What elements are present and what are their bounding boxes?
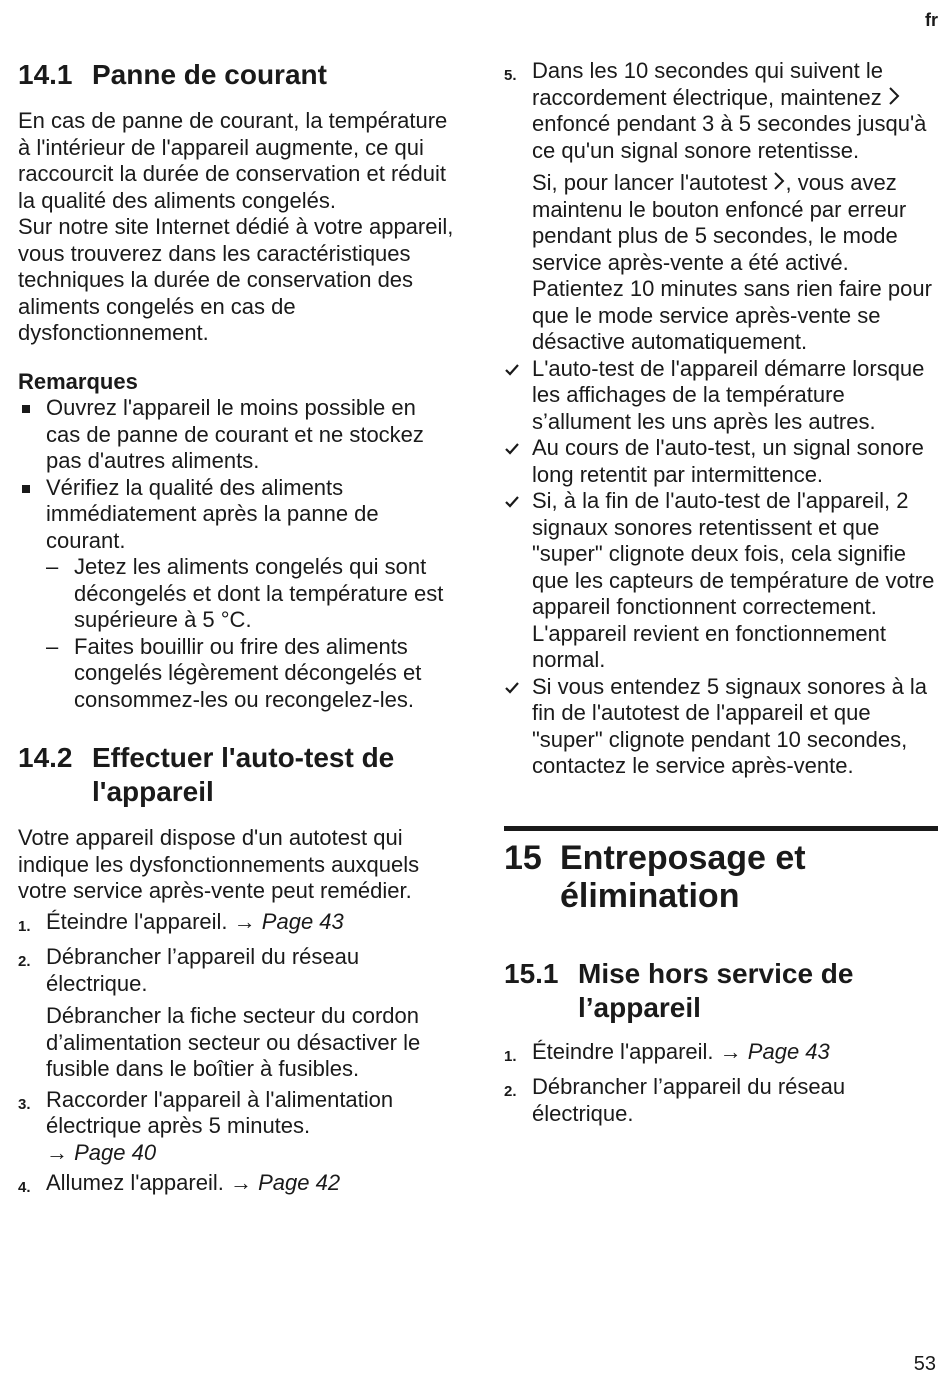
dash-bullet-icon: – (46, 633, 59, 659)
square-bullet-icon (22, 485, 30, 493)
remarks-heading: Remarques (18, 368, 138, 394)
section-number: 14.1 (18, 59, 73, 90)
step-number: 5. (504, 67, 517, 84)
section-14-2-heading (18, 741, 454, 809)
section-title: Mise hors service de l’appareil (578, 957, 854, 1023)
page-reference-link[interactable]: → Page 42 (229, 1170, 341, 1195)
page-number: 53 (913, 1353, 936, 1375)
self-test-steps-continued (504, 58, 938, 356)
remarks-list (18, 395, 454, 713)
power-outage-paragraph-1: En cas de panne de courant, la température à l'intérieur de l'appareil augmente, ce qui raccourcit la durée de conservation et réduit la qualité des aliments congelés. (18, 108, 448, 213)
check-icon (505, 496, 519, 508)
step-number: 4. (18, 1179, 31, 1196)
section-14-1-heading (18, 58, 454, 92)
step-number: 1. (504, 1047, 517, 1065)
result-item: Au cours de l'auto-test, un signal sonore long retentit par intermittence. (504, 435, 938, 488)
check-icon (505, 364, 519, 376)
step-number: 2. (504, 1083, 517, 1100)
result-item: Si, à la fin de l'auto-test de l'appareil, 2 signaux sonores retentissent et que "super" clignote deux fois, cela signifie que les capteurs de température de votre appareil fonctionnent correctement. L'appareil revient en fonctionnement normal. (504, 488, 938, 674)
step-item: 4. Allumez l'appareil. → Page 42 (18, 1170, 454, 1202)
right-arrow-icon: → (233, 908, 256, 934)
right-column (504, 58, 938, 1127)
right-arrow-icon: → (46, 1139, 68, 1165)
right-arrow-icon: → (229, 1170, 252, 1195)
step-number: 3. (18, 1095, 31, 1113)
self-test-intro: Votre appareil dispose d'un autotest qui indique les dysfonctionnements auxquels votre service après-vente peut remédier. (18, 825, 420, 903)
step-item: 5. Dans les 10 secondes qui suivent le raccordement électrique, maintenez enfoncé pendant 3 à 5 secondes jusqu'à ce qu'un signal sonore retentisse. Si, pour lancer l'autotest , vous avez maintenu le bouton enfoncé par erreur pendant plus de 5 secondes, le mode service après-vente a été activé. Patientez 10 minutes sans rien faire pour que le mode service après-vente se désactive automatiquement. (504, 58, 938, 356)
self-test-steps (18, 909, 454, 1202)
language-label: fr (925, 10, 938, 30)
check-icon (505, 682, 519, 694)
self-test-results (504, 356, 938, 780)
result-item: Si vous entendez 5 signaux sonores à la fin de l'autotest de l'appareil et que "super" clignote pendant 10 secondes, contactez le service après-vente. (504, 674, 938, 780)
chapter-15-heading (504, 826, 938, 915)
step-continuation: Débrancher la fiche secteur du cordon d’alimentation secteur ou désactiver le fusible dans le boîtier à fusibles. (46, 1003, 421, 1081)
chevron-right-icon (888, 87, 900, 105)
section-number: 15.1 (504, 957, 559, 989)
section-15-1-heading (504, 957, 938, 1025)
check-icon (505, 443, 519, 455)
step-item: 1. Éteindre l'appareil. → Page 43 (18, 909, 454, 941)
square-bullet-icon (22, 405, 30, 413)
section-number: 14.2 (18, 742, 73, 773)
chapter-number: 15 (504, 838, 542, 877)
result-item: L'auto-test de l'appareil démarre lorsque les affichages de la température s’allument les uns après les autres. (504, 356, 938, 436)
section-title: Effectuer l'auto-test de l'appareil (92, 742, 395, 807)
step-continuation: Si, pour lancer l'autotest , vous avez maintenu le bouton enfoncé par erreur pendant plus de 5 secondes, le mode service après-vente a été activé. Patientez 10 minutes sans rien faire pour que le mode service après-vente se désactive automatiquement. (532, 170, 932, 354)
page-reference-link[interactable]: → Page 40 (46, 1139, 157, 1165)
step-item: 1. Éteindre l'appareil. → Page 43 (504, 1039, 938, 1071)
step-item: 3. Raccorder l'appareil à l'alimentation électrique après 5 minutes. → Page 40 (18, 1086, 394, 1165)
list-item: – Faites bouillir ou frire des aliments congelés légèrement décongelés et consommez-les ou recongelez-les. (46, 633, 422, 712)
left-column (18, 58, 454, 1202)
page-reference-link[interactable]: → Page 43 (233, 908, 344, 934)
remark-sublist (46, 554, 454, 713)
list-item: Vérifiez la qualité des aliments immédiatement après la panne de courant. – Jetez les aliments congelés qui sont décongelés et dont la température est supérieure à 5 °C. – Faites bouillir ou frire des aliments congelés légèrement décongelés et consommez-les ou recongelez-les. (18, 475, 454, 714)
list-item: – Jetez les aliments congelés qui sont décongelés et dont la température est supérieure à 5 °C. (46, 554, 444, 632)
dash-bullet-icon: – (46, 554, 59, 579)
right-arrow-icon: → (719, 1038, 742, 1064)
power-outage-paragraph-2: Sur notre site Internet dédié à votre appareil, vous trouverez dans les caractéristiques techniques la durée de conservation des aliments congelés en cas de dysfonctionnement. (18, 214, 454, 345)
step-number: 2. (18, 953, 31, 970)
page-reference-link[interactable]: → Page 43 (719, 1038, 830, 1064)
list-item: Ouvrez l'appareil le moins possible en cas de panne de courant et ne stockez pas d'autres aliments. (18, 395, 454, 475)
chapter-title: Entreposage et élimination (560, 838, 806, 915)
chevron-right-icon (773, 172, 785, 190)
step-item: 2. Débrancher l’appareil du réseau électrique. (504, 1074, 846, 1126)
section-title: Panne de courant (92, 59, 327, 90)
decommission-steps (504, 1039, 938, 1128)
step-item: 2. Débrancher l’appareil du réseau électrique. Débrancher la fiche secteur du cordon d’alimentation secteur ou désactiver le fusible dans le boîtier à fusibles. (18, 944, 454, 1083)
step-number: 1. (18, 917, 31, 935)
